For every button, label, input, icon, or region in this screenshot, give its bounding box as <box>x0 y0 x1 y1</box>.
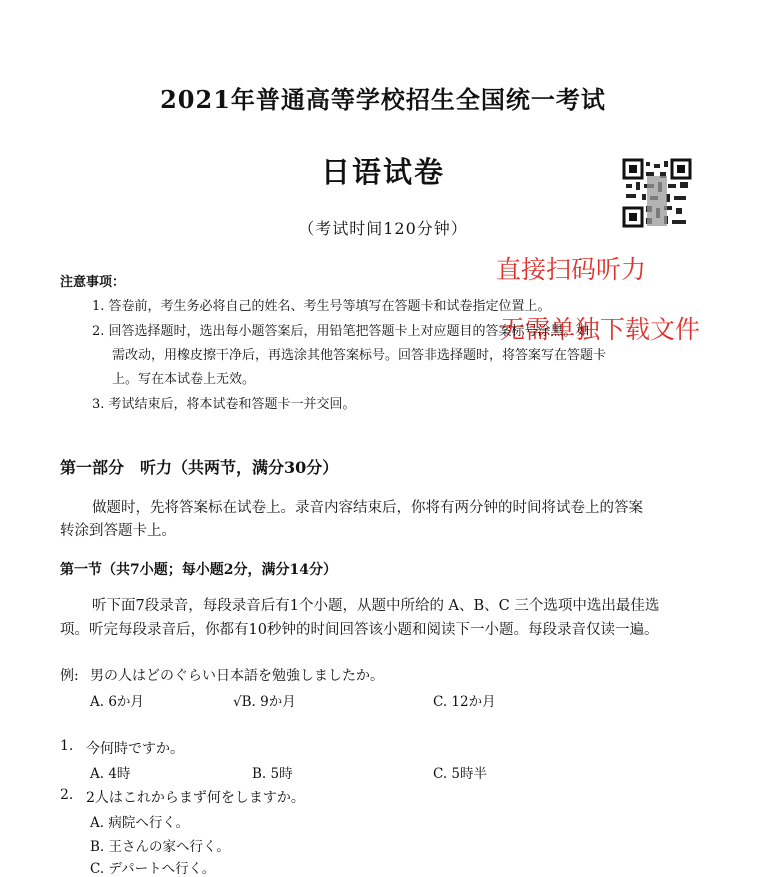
qr-code-icon[interactable] <box>622 158 692 228</box>
scan-to-listen-label: 直接扫码听力 <box>496 255 647 284</box>
note-line: 3. 考试结束后，将本试卷和答题卡一并交回。 <box>92 397 356 412</box>
part1-instruction: 做题时，先将答案标在试卷上。录音内容结束后，你将有两分钟的时间将试卷上的答案 <box>92 500 643 516</box>
section1-instruction: 听下面7段录音，每段录音后有1个小题，从题中所给的 A、B、C 三个选项中选出最佳选 <box>92 598 660 614</box>
part1-instruction: 转涂到答题卡上。 <box>60 523 176 539</box>
part1-heading: 第一部分 听力（共两节，满分30分） <box>60 458 339 477</box>
exam-subject: 日语试卷 <box>320 155 445 189</box>
option-b: B. 王さんの家へ行く。 <box>90 839 230 855</box>
section1-instruction: 项。听完每段录音后，你都有10秒钟的时间回答该小题和阅读下一小题。每段录音仅读一遍。 <box>60 622 659 638</box>
note-line: 上。写在本试卷上无效。 <box>112 372 256 387</box>
option-a: A. 4時 <box>90 766 131 782</box>
exam-title: 2021年普通高等学校招生全国统一考试 <box>160 85 606 114</box>
note-line: 2. 回答选择题时，选出每小题答案后，用铅笔把答题卡上对应题目的答案标号涂黑。如 <box>92 324 590 339</box>
option-a: A. 病院へ行く。 <box>90 815 190 831</box>
question-text: 2人はこれからまず何をしますか。 <box>86 790 305 806</box>
option-b: B. 5時 <box>252 766 293 782</box>
example-option-b: √B. 9か月 <box>233 694 296 710</box>
note-line: 1. 答卷前，考生务必将自己的姓名、考生号等填写在答题卡和试卷指定位置上。 <box>92 299 551 314</box>
question-number: 2. <box>60 787 74 803</box>
exam-duration: （考试时间120分钟） <box>298 219 468 238</box>
no-download-label: 无需单独下载文件 <box>500 315 701 344</box>
option-c: C. デパートへ行く。 <box>90 861 216 877</box>
example-question: 男の人はどのぐらい日本語を勉強しましたか。 <box>90 668 384 684</box>
example-label: 例: <box>60 668 79 684</box>
section1-heading: 第一节（共7小题；每小题2分，满分14分） <box>60 562 337 578</box>
note-line: 需改动，用橡皮擦干净后，再选涂其他答案标号。回答非选择题时，将答案写在答题卡 <box>112 348 607 363</box>
option-c: C. 5時半 <box>433 766 488 782</box>
question-number: 1. <box>60 738 74 754</box>
example-option-c: C. 12か月 <box>433 694 496 710</box>
question-text: 今何時ですか。 <box>86 741 184 757</box>
notes-heading: 注意事项： <box>60 275 126 290</box>
example-option-a: A. 6か月 <box>90 694 144 710</box>
